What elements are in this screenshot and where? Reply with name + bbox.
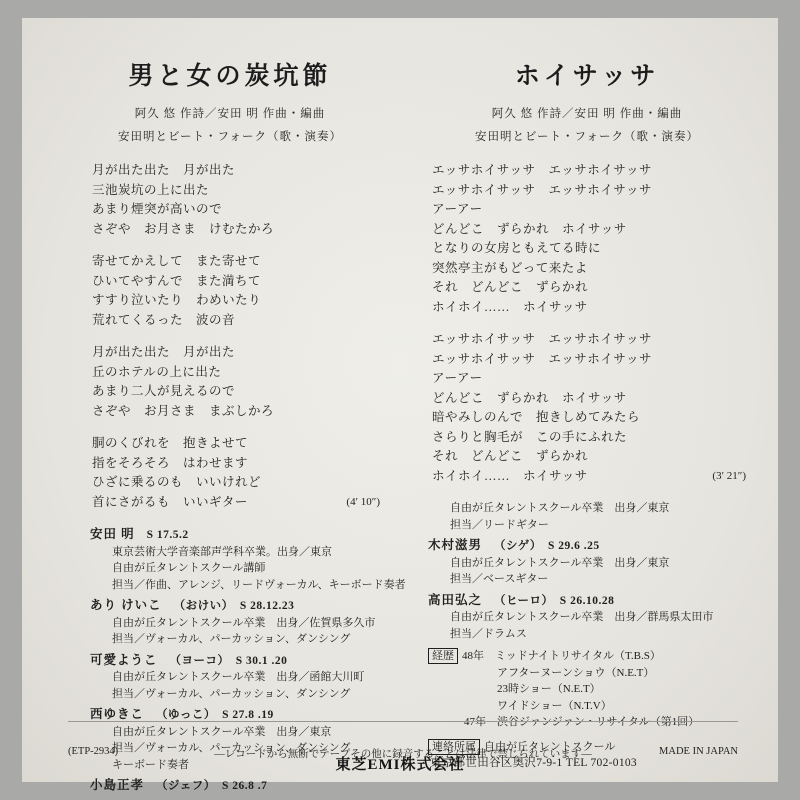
member-name <box>428 592 748 610</box>
member-name-text: 可愛ようこ <box>90 652 158 667</box>
member-detail: 自由が丘タレントスクール卒業 出身／東京 <box>450 502 670 514</box>
lyrics-right <box>426 161 748 486</box>
catalog-number: (ETP-2934) <box>68 746 119 757</box>
member-detail: 担当／ヴォーカル、パーカッション、ダンシング <box>112 633 351 645</box>
song-credit-left-2: 安田明とビート・フォーク（歌・演奏） <box>118 131 342 143</box>
track-duration-left: (4′ 10″) <box>346 495 380 508</box>
member-name-text: 高田弘之 <box>428 592 483 607</box>
track-duration-right: (3′ 21″) <box>712 469 746 482</box>
history-row: 23時ショー（N.E.T） <box>464 683 601 695</box>
member-list-right <box>426 500 748 772</box>
lyrics-stanza <box>92 161 390 239</box>
member-entry <box>90 597 390 648</box>
history-row: ワイドショー（N.T.V） <box>464 699 612 712</box>
song-title-left: 男と女の炭坑節 <box>128 63 332 90</box>
member-entry <box>90 652 390 703</box>
lyrics-line: エッサホイサッサ エッサホイサッサ <box>432 351 653 366</box>
member-name <box>90 597 390 615</box>
lyrics-line: 月が出た出た 月が出た <box>92 345 236 359</box>
copy-notice: —レコードから無断でテープその他に録音することは法律で禁じられています— <box>214 749 592 760</box>
lyrics-line: エッサホイサッサ エッサホイサッサ <box>432 332 653 346</box>
song-credit-right-1: 阿久 悠 作詩／安田 明 作曲・編曲 <box>491 108 683 120</box>
contact-name: 自由が丘タレントスクール <box>484 740 616 753</box>
member-detail: 担当／作曲、アレンジ、リードヴォーカル、キーボード奏者 <box>112 578 406 591</box>
member-detail: 担当／リードギター <box>450 518 549 531</box>
member-entry-continued <box>428 500 748 533</box>
column-right <box>400 18 778 782</box>
lyrics-line: 胴のくびれを 抱きよせて <box>92 436 249 450</box>
member-detail: 自由が丘タレントスクール卒業 出身／東京 <box>450 556 670 569</box>
footer-divider <box>68 721 738 722</box>
member-name-text: あり けいこ <box>90 598 162 612</box>
lyrics-line: どんどこ ずらかれ ホイサッサ <box>432 390 627 405</box>
member-name <box>90 526 390 544</box>
member-birthdate: （ヒーロ） S 26.10.28 <box>494 594 615 607</box>
lyrics-line: アーアー <box>432 371 483 385</box>
member-name <box>90 777 390 795</box>
member-birthdate: （ゆっこ） S 27.8 .19 <box>156 709 274 721</box>
lyrics-line: さらりと胸毛が この手にふれた <box>432 429 628 444</box>
lyrics-line: 首にさがるも いいギター <box>92 494 248 509</box>
lyrics-stanza <box>92 252 390 330</box>
member-name <box>428 537 748 555</box>
lyrics-line: ひいてやすんで また満ちて <box>92 273 261 288</box>
member-detail: 担当／ヴォーカル、パーカッション、ダンシング <box>112 687 351 700</box>
lyrics-line: 暗やみしのんで 抱きしめてみたら <box>432 410 641 424</box>
lyrics-line: どんどこ ずらかれ ホイサッサ <box>432 221 627 236</box>
member-name-text: 西ゆきこ <box>90 707 145 721</box>
history-row: アフターヌーンショウ（N.E.T） <box>464 666 655 679</box>
song-credit-right-2: 安田明とビート・フォーク（歌・演奏） <box>475 131 699 143</box>
lyrics-stanza <box>432 330 748 486</box>
lyrics-line: 寄せてかえして また寄せて <box>92 254 262 268</box>
member-detail: 東京芸術大学音楽部声学科卒業。出身／東京 <box>112 545 332 558</box>
member-birthdate: （シゲ） S 29.6 .25 <box>494 540 600 552</box>
member-name <box>90 652 390 670</box>
member-birthdate: （ジェフ） S 26.8 .7 <box>156 780 268 792</box>
lyrics-line: それ どんどこ ずらかれ <box>432 280 589 294</box>
member-entry <box>90 777 390 795</box>
history-section <box>428 648 748 731</box>
lyrics-line: 三池炭坑の上に出た <box>92 182 210 197</box>
member-birthdate: （ヨーコ） S 30.1 .20 <box>169 654 288 667</box>
lyrics-line: ホイホイ…… ホイサッサ <box>432 299 588 314</box>
made-in-japan: MADE IN JAPAN <box>659 746 738 757</box>
lyrics-line: エッサホイサッサ エッサホイサッサ <box>432 182 653 197</box>
lyrics-line: 丘のホテルの上に出た <box>92 364 222 379</box>
record-label-name: 東芝EMI株式会社 <box>335 757 465 773</box>
history-row: 48年 ミッドナイトリサイタル（T.B.S） <box>462 650 661 662</box>
lyrics-line: さぞや お月さま まぶしかろ <box>92 403 275 418</box>
lyrics-line: すすり泣いたり わめいたり <box>92 293 262 307</box>
lyrics-line: エッサホイサッサ エッサホイサッサ <box>432 163 653 177</box>
history-label: 経歴 <box>428 648 458 664</box>
member-name-text: 小島正孝 <box>90 778 145 792</box>
lyrics-stanza <box>92 434 390 512</box>
lyrics-line: 月が出た出た 月が出た <box>92 163 236 177</box>
member-detail: 担当／ベースギター <box>450 573 549 585</box>
lyrics-line: ひざに乗るのも いいけれど <box>92 475 262 489</box>
lyrics-line: あまり煙突が高いので <box>92 202 223 216</box>
lyrics-left <box>70 161 390 512</box>
member-birthdate: （おけい） S 28.12.23 <box>173 600 295 612</box>
lyrics-line: それ どんどこ ずらかれ <box>432 449 589 463</box>
two-column-layout <box>22 18 778 792</box>
contact-address: 東京都世田谷区奥沢7-9-1 TEL 702-0103 <box>430 757 637 769</box>
member-detail: 自由が丘タレントスクール卒業 出身／函館大川町 <box>112 671 365 683</box>
member-entry <box>428 537 748 588</box>
song-credit-left-1: 阿久 悠 作詩／安田 明 作曲・編曲 <box>134 108 326 120</box>
member-detail: 担当／ヴォーカル、パーカッション、ダンシング <box>112 742 351 754</box>
lyrics-line: 指をそろそろ はわせます <box>92 455 249 470</box>
member-birthdate: S 17.5.2 <box>146 529 189 541</box>
lyrics-line: アーアー <box>432 202 483 216</box>
lyrics-stanza <box>92 343 390 421</box>
history-first-row <box>428 648 748 665</box>
record-sleeve-back <box>22 18 778 792</box>
lyrics-line: さぞや お月さま けむたかろ <box>92 221 275 236</box>
lyrics-line: ホイホイ…… ホイサッサ <box>432 468 588 483</box>
history-row: 47年 渋谷ジァンジァン・リサイタル（第1回） <box>464 716 700 728</box>
contact-label: 連絡所属 <box>428 739 480 755</box>
member-detail: 自由が丘タレントスクール卒業 出身／群馬県太田市 <box>450 611 714 623</box>
member-detail: 自由が丘タレントスクール講師 <box>112 562 266 574</box>
member-detail: 自由が丘タレントスクール卒業 出身／佐賀県多久市 <box>112 616 376 629</box>
member-entry <box>90 526 406 593</box>
member-name-text: 安田 明 <box>90 527 135 541</box>
lyrics-line: となりの女房ともえてる時に <box>432 241 602 255</box>
lyrics-line: あまり二人が見えるので <box>92 384 236 398</box>
lyrics-stanza <box>432 161 748 317</box>
song-title-right: ホイサッサ <box>514 63 660 90</box>
member-detail: 担当／ドラムス <box>450 627 527 640</box>
member-detail: キーボード奏者 <box>112 758 189 771</box>
lyrics-line: 突然亭主がもどって来たよ <box>432 260 588 275</box>
member-detail: 自由が丘タレントスクール卒業 出身／東京 <box>112 725 332 738</box>
member-entry <box>428 592 748 643</box>
member-name-text: 木村滋男 <box>428 538 483 552</box>
lyrics-line: 荒れてくるった 波の音 <box>92 312 236 327</box>
